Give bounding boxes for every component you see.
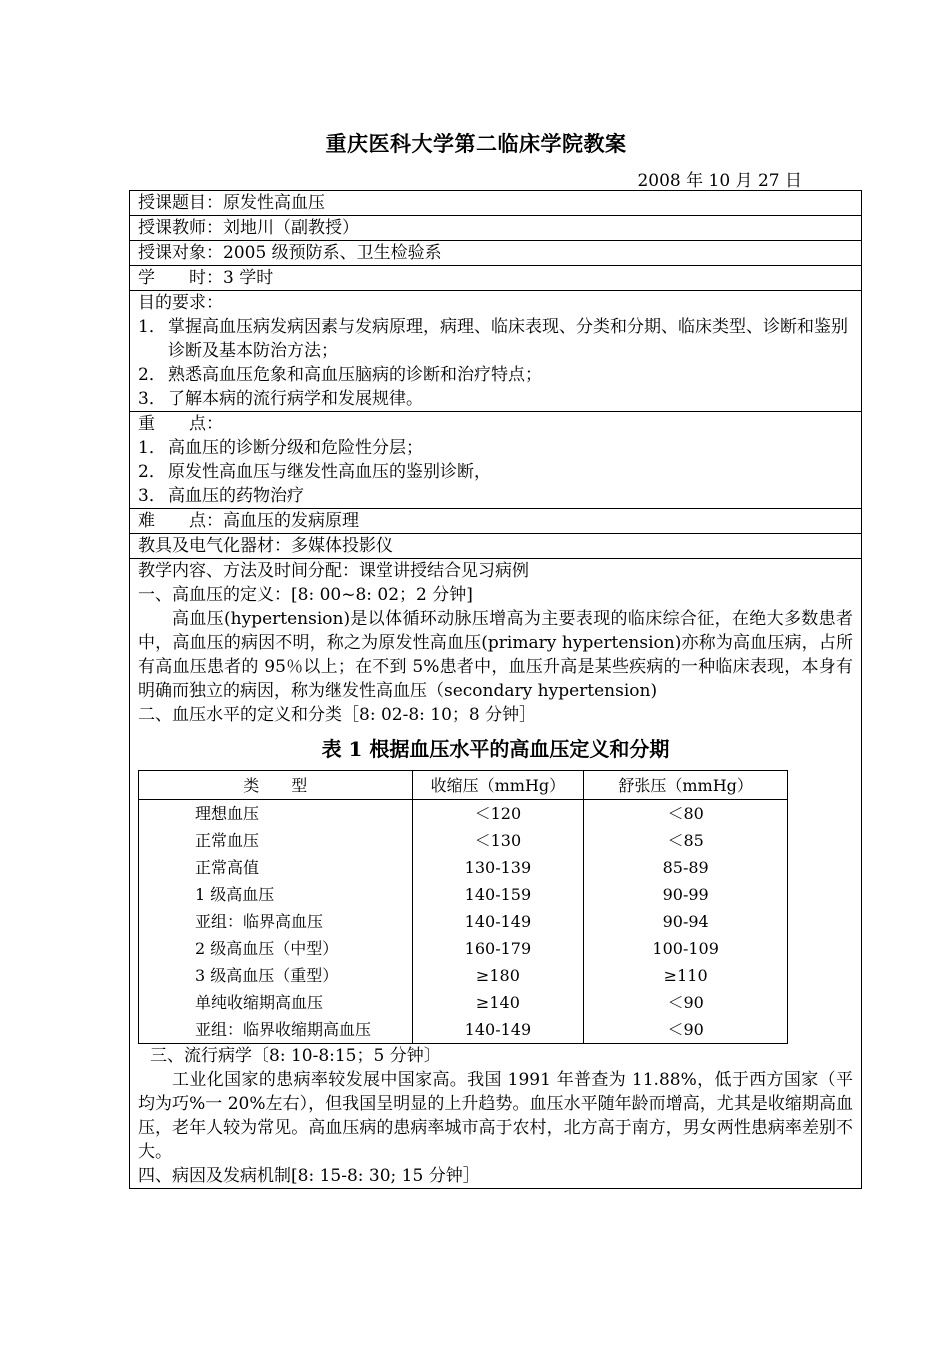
list-item bbox=[138, 363, 853, 387]
section-1-text: 高血压(hypertension)是以体循环动脉压增高为主要表现的临床综合征，在绝大多数患者中，高血压的病因不明，称之为原发性高血压(primary hypertension)亦称为高血压病，占所有高血压患者的 95％以上；在不到 5%患者中，血压升高是某些疾病的一种临床表现，本身有明确而独立的病因，称为继发性高血压（secondary hypertension) bbox=[138, 609, 853, 701]
list-item bbox=[138, 387, 853, 411]
table-cell: 90-94 bbox=[584, 908, 788, 935]
table-cell: 160-179 bbox=[412, 935, 584, 962]
section-3-text: 工业化国家的患病率较发展中国家高。我国 1991 年普查为 11.88%，低于西方国家（平均为巧%一 20%左右），但我国呈明显的上升趋势。血压水平随年龄而增高，尤其是收缩期高血压，老年人较为常见。高血压病的患病率城市高于农村，北方高于南方，男女两性患病率差别不大。 bbox=[138, 1070, 853, 1162]
table-cell: 90-99 bbox=[584, 881, 788, 908]
list-text: 了解本病的流行病学和发展规律。 bbox=[168, 389, 423, 409]
list-item bbox=[138, 460, 853, 484]
column-header: 收缩压（mmHg） bbox=[412, 771, 584, 800]
document-title: 重庆医科大学第二临床学院教案 bbox=[325, 131, 627, 156]
list-text: 熟悉高血压危象和高血压脑病的诊断和治疗特点； bbox=[168, 365, 542, 385]
row-difficulty: 难 点：高血压的发病原理 bbox=[130, 509, 861, 534]
list-number: 2． bbox=[138, 365, 166, 385]
table-cell: 1 级高血压 bbox=[139, 881, 413, 908]
table-cell: 140-149 bbox=[412, 908, 584, 935]
table-cell: ＜80 bbox=[584, 800, 788, 828]
section-3-title: 三、流行病学〔8: 10-8:15；5 分钟〕 bbox=[150, 1046, 441, 1066]
row-keypoints bbox=[130, 412, 861, 509]
table-row bbox=[139, 881, 788, 908]
table-cell: ≥140 bbox=[412, 989, 584, 1016]
table-cell: ＜120 bbox=[412, 800, 584, 828]
list-number: 1． bbox=[138, 317, 166, 337]
list-text: 高血压的药物治疗 bbox=[168, 486, 304, 506]
column-header: 类 型 bbox=[139, 771, 413, 800]
table-cell: 亚组：临界收缩期高血压 bbox=[139, 1016, 413, 1044]
table-header-row bbox=[139, 771, 788, 800]
row-audience: 授课对象：2005 级预防系、卫生检验系 bbox=[130, 241, 861, 266]
table-cell: ＜130 bbox=[412, 827, 584, 854]
table-cell: 140-159 bbox=[412, 881, 584, 908]
content-heading: 教学内容、方法及时间分配：课堂讲授结合见习病例 bbox=[138, 561, 529, 581]
table-cell: 140-149 bbox=[412, 1016, 584, 1044]
table-row bbox=[139, 1016, 788, 1044]
list-item bbox=[138, 484, 853, 508]
keypoints-list bbox=[138, 436, 853, 508]
section-4-title: 四、病因及发病机制[8: 15-8: 30; 15 分钟］ bbox=[138, 1166, 480, 1186]
table-row bbox=[139, 854, 788, 881]
document-date: 2008 年 10 月 27 日 bbox=[637, 171, 802, 191]
list-number: 3． bbox=[138, 389, 166, 409]
row-topic: 授课题目：原发性高血压 bbox=[130, 191, 861, 216]
section-1-title: 一、高血压的定义：[8: 00~8: 02；2 分钟] bbox=[138, 585, 473, 605]
keypoints-heading: 重 点： bbox=[138, 414, 223, 434]
list-text: 高血压的诊断分级和危险性分层； bbox=[168, 438, 423, 458]
table-cell: 3 级高血压（重型） bbox=[139, 962, 413, 989]
list-number: 3． bbox=[138, 486, 166, 506]
list-item bbox=[138, 436, 853, 460]
table-cell: ＜90 bbox=[584, 989, 788, 1016]
table-row bbox=[139, 989, 788, 1016]
table-cell: 100-109 bbox=[584, 935, 788, 962]
table-cell: ≥110 bbox=[584, 962, 788, 989]
table-cell: 理想血压 bbox=[139, 800, 413, 828]
bp-table-title: 表 1 根据血压水平的高血压定义和分期 bbox=[321, 737, 670, 761]
row-teacher: 授课教师：刘地川（副教授） bbox=[130, 216, 861, 241]
row-hours: 学 时：3 学时 bbox=[130, 266, 861, 291]
table-cell: 正常血压 bbox=[139, 827, 413, 854]
section-2-title: 二、血压水平的定义和分类［8: 02-8: 10；8 分钟］ bbox=[138, 705, 537, 725]
table-cell: 亚组：临界高血压 bbox=[139, 908, 413, 935]
column-header: 舒张压（mmHg） bbox=[584, 771, 788, 800]
objectives-list bbox=[138, 315, 853, 411]
table-row bbox=[139, 962, 788, 989]
table-row bbox=[139, 935, 788, 962]
table-row bbox=[139, 800, 788, 828]
table-cell: ＜85 bbox=[584, 827, 788, 854]
row-content bbox=[130, 559, 861, 1188]
row-objectives bbox=[130, 291, 861, 412]
table-cell: 85-89 bbox=[584, 854, 788, 881]
table-cell: 正常高值 bbox=[139, 854, 413, 881]
objectives-heading: 目的要求： bbox=[138, 293, 223, 313]
bp-classification-table bbox=[138, 770, 788, 1044]
table-row bbox=[139, 827, 788, 854]
table-cell: 130-139 bbox=[412, 854, 584, 881]
list-number: 2． bbox=[138, 462, 166, 482]
table-cell: 单纯收缩期高血压 bbox=[139, 989, 413, 1016]
table-cell: ＜90 bbox=[584, 1016, 788, 1044]
table-row bbox=[139, 908, 788, 935]
list-item bbox=[138, 315, 853, 363]
table-cell: 2 级高血压（中型） bbox=[139, 935, 413, 962]
table-cell: ≥180 bbox=[412, 962, 584, 989]
lesson-plan-table bbox=[129, 190, 862, 1189]
list-number: 1． bbox=[138, 438, 166, 458]
list-text: 原发性高血压与继发性高血压的鉴别诊断， bbox=[168, 462, 491, 482]
list-text: 掌握高血压病发病因素与发病原理，病理、临床表现、分类和分期、临床类型、诊断和鉴别诊断及基本防治方法； bbox=[168, 317, 848, 361]
row-equipment: 教具及电气化器材：多媒体投影仪 bbox=[130, 534, 861, 559]
